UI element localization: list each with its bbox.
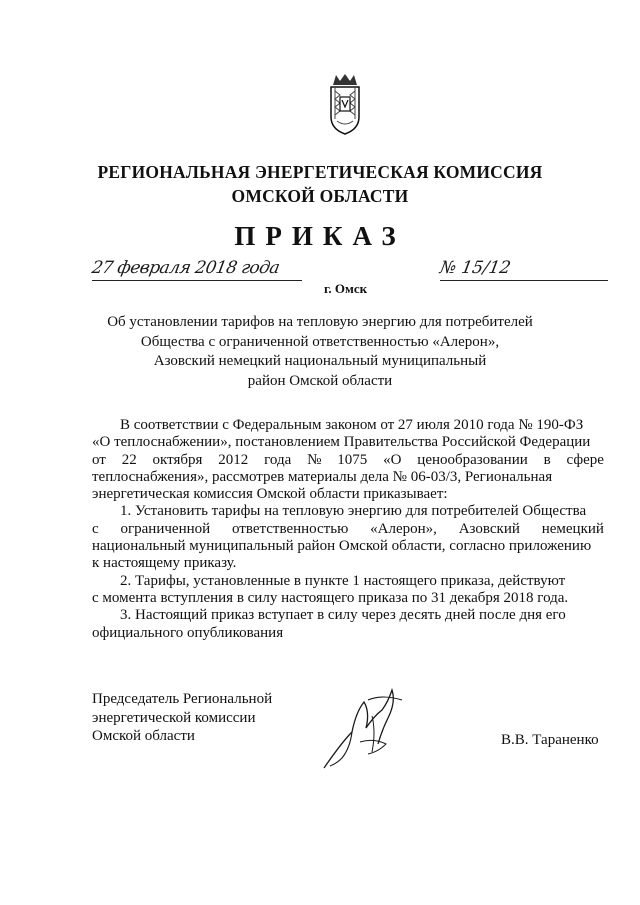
signatory-name: В.В. Тараненко bbox=[501, 732, 599, 748]
body-word: ответственностью bbox=[231, 520, 349, 537]
body-word: сфере bbox=[566, 451, 604, 468]
body-line: В соответствии с Федеральным законом от 27 июля 2010 года № 190-ФЗ bbox=[120, 417, 584, 433]
order-subject bbox=[100, 313, 540, 391]
body-word: «Алерон», bbox=[370, 520, 437, 537]
body-word: немецкий bbox=[541, 520, 604, 537]
city-label: г. Омск bbox=[324, 281, 368, 296]
body-word: года bbox=[264, 451, 292, 468]
document-type-title: ПРИКАЗ bbox=[234, 221, 406, 251]
body-line: энергетическая комиссия Омской области приказывает: bbox=[92, 486, 448, 503]
handwritten-date: 27 февраля 2018 года bbox=[90, 258, 281, 278]
body-word: ценообразовании bbox=[417, 451, 528, 468]
subject-line: район Омской области bbox=[247, 372, 393, 389]
body-line: 3. Настоящий приказ вступает в силу через десять дней после дня его bbox=[120, 607, 566, 624]
body-word: 1075 bbox=[337, 451, 368, 468]
body-word: «О bbox=[383, 451, 402, 468]
signatory-title-line: Омской области bbox=[92, 728, 195, 745]
subject-line: Об установлении тарифов на тепловую энергию для потребителей bbox=[107, 314, 533, 330]
signatory-title bbox=[92, 690, 272, 746]
coat-of-arms-icon bbox=[328, 73, 362, 135]
body-word: от bbox=[92, 451, 106, 468]
body-word: с bbox=[92, 520, 99, 537]
body-line: 1. Установить тарифы на тепловую энергию для потребителей Общества bbox=[120, 503, 587, 520]
body-word: № bbox=[307, 451, 322, 468]
body-word: 2012 bbox=[218, 451, 249, 468]
signatory-title-line: энергетической комиссии bbox=[92, 709, 256, 726]
body-word: ограниченной bbox=[120, 520, 211, 537]
body-word: в bbox=[543, 451, 551, 468]
body-word: октября bbox=[152, 451, 203, 468]
body-line: к настоящему приказу. bbox=[92, 555, 237, 572]
subject-line: Азовский немецкий национальный муниципальный bbox=[153, 353, 487, 370]
body-line: официального опубликования bbox=[92, 624, 284, 641]
body-line-justified bbox=[92, 452, 604, 469]
handwritten-number: № 15/12 bbox=[438, 258, 513, 278]
body-line: национальный муниципальный район Омской области, согласно приложению bbox=[92, 538, 592, 555]
organization-name-line1: РЕГИОНАЛЬНАЯ ЭНЕРГЕТИЧЕСКАЯ КОМИССИЯ bbox=[97, 162, 543, 182]
body-word: 22 bbox=[121, 451, 137, 468]
number-underline bbox=[440, 280, 608, 281]
handwritten-signature-icon bbox=[312, 672, 422, 782]
body-line: с момента вступления в силу настоящего приказа по 31 декабря 2018 года. bbox=[92, 589, 569, 606]
order-body bbox=[92, 417, 604, 642]
subject-line: Общества с ограниченной ответственностью «Алерон», bbox=[140, 333, 500, 350]
signatory-title-line: Председатель Региональной bbox=[92, 691, 273, 707]
organization-name-line2: ОМСКОЙ ОБЛАСТИ bbox=[231, 186, 409, 206]
date-underline bbox=[92, 280, 302, 281]
body-line: 2. Тарифы, установленные в пункте 1 настоящего приказа, действуют bbox=[120, 572, 566, 589]
body-line: теплоснабжения», рассмотрев материалы дела № 06-03/3, Региональная bbox=[92, 468, 553, 485]
body-line-justified bbox=[92, 521, 604, 538]
body-word: Азовский bbox=[458, 520, 520, 537]
body-line: «О теплоснабжении», постановлением Правительства Российской Федерации bbox=[92, 434, 591, 451]
